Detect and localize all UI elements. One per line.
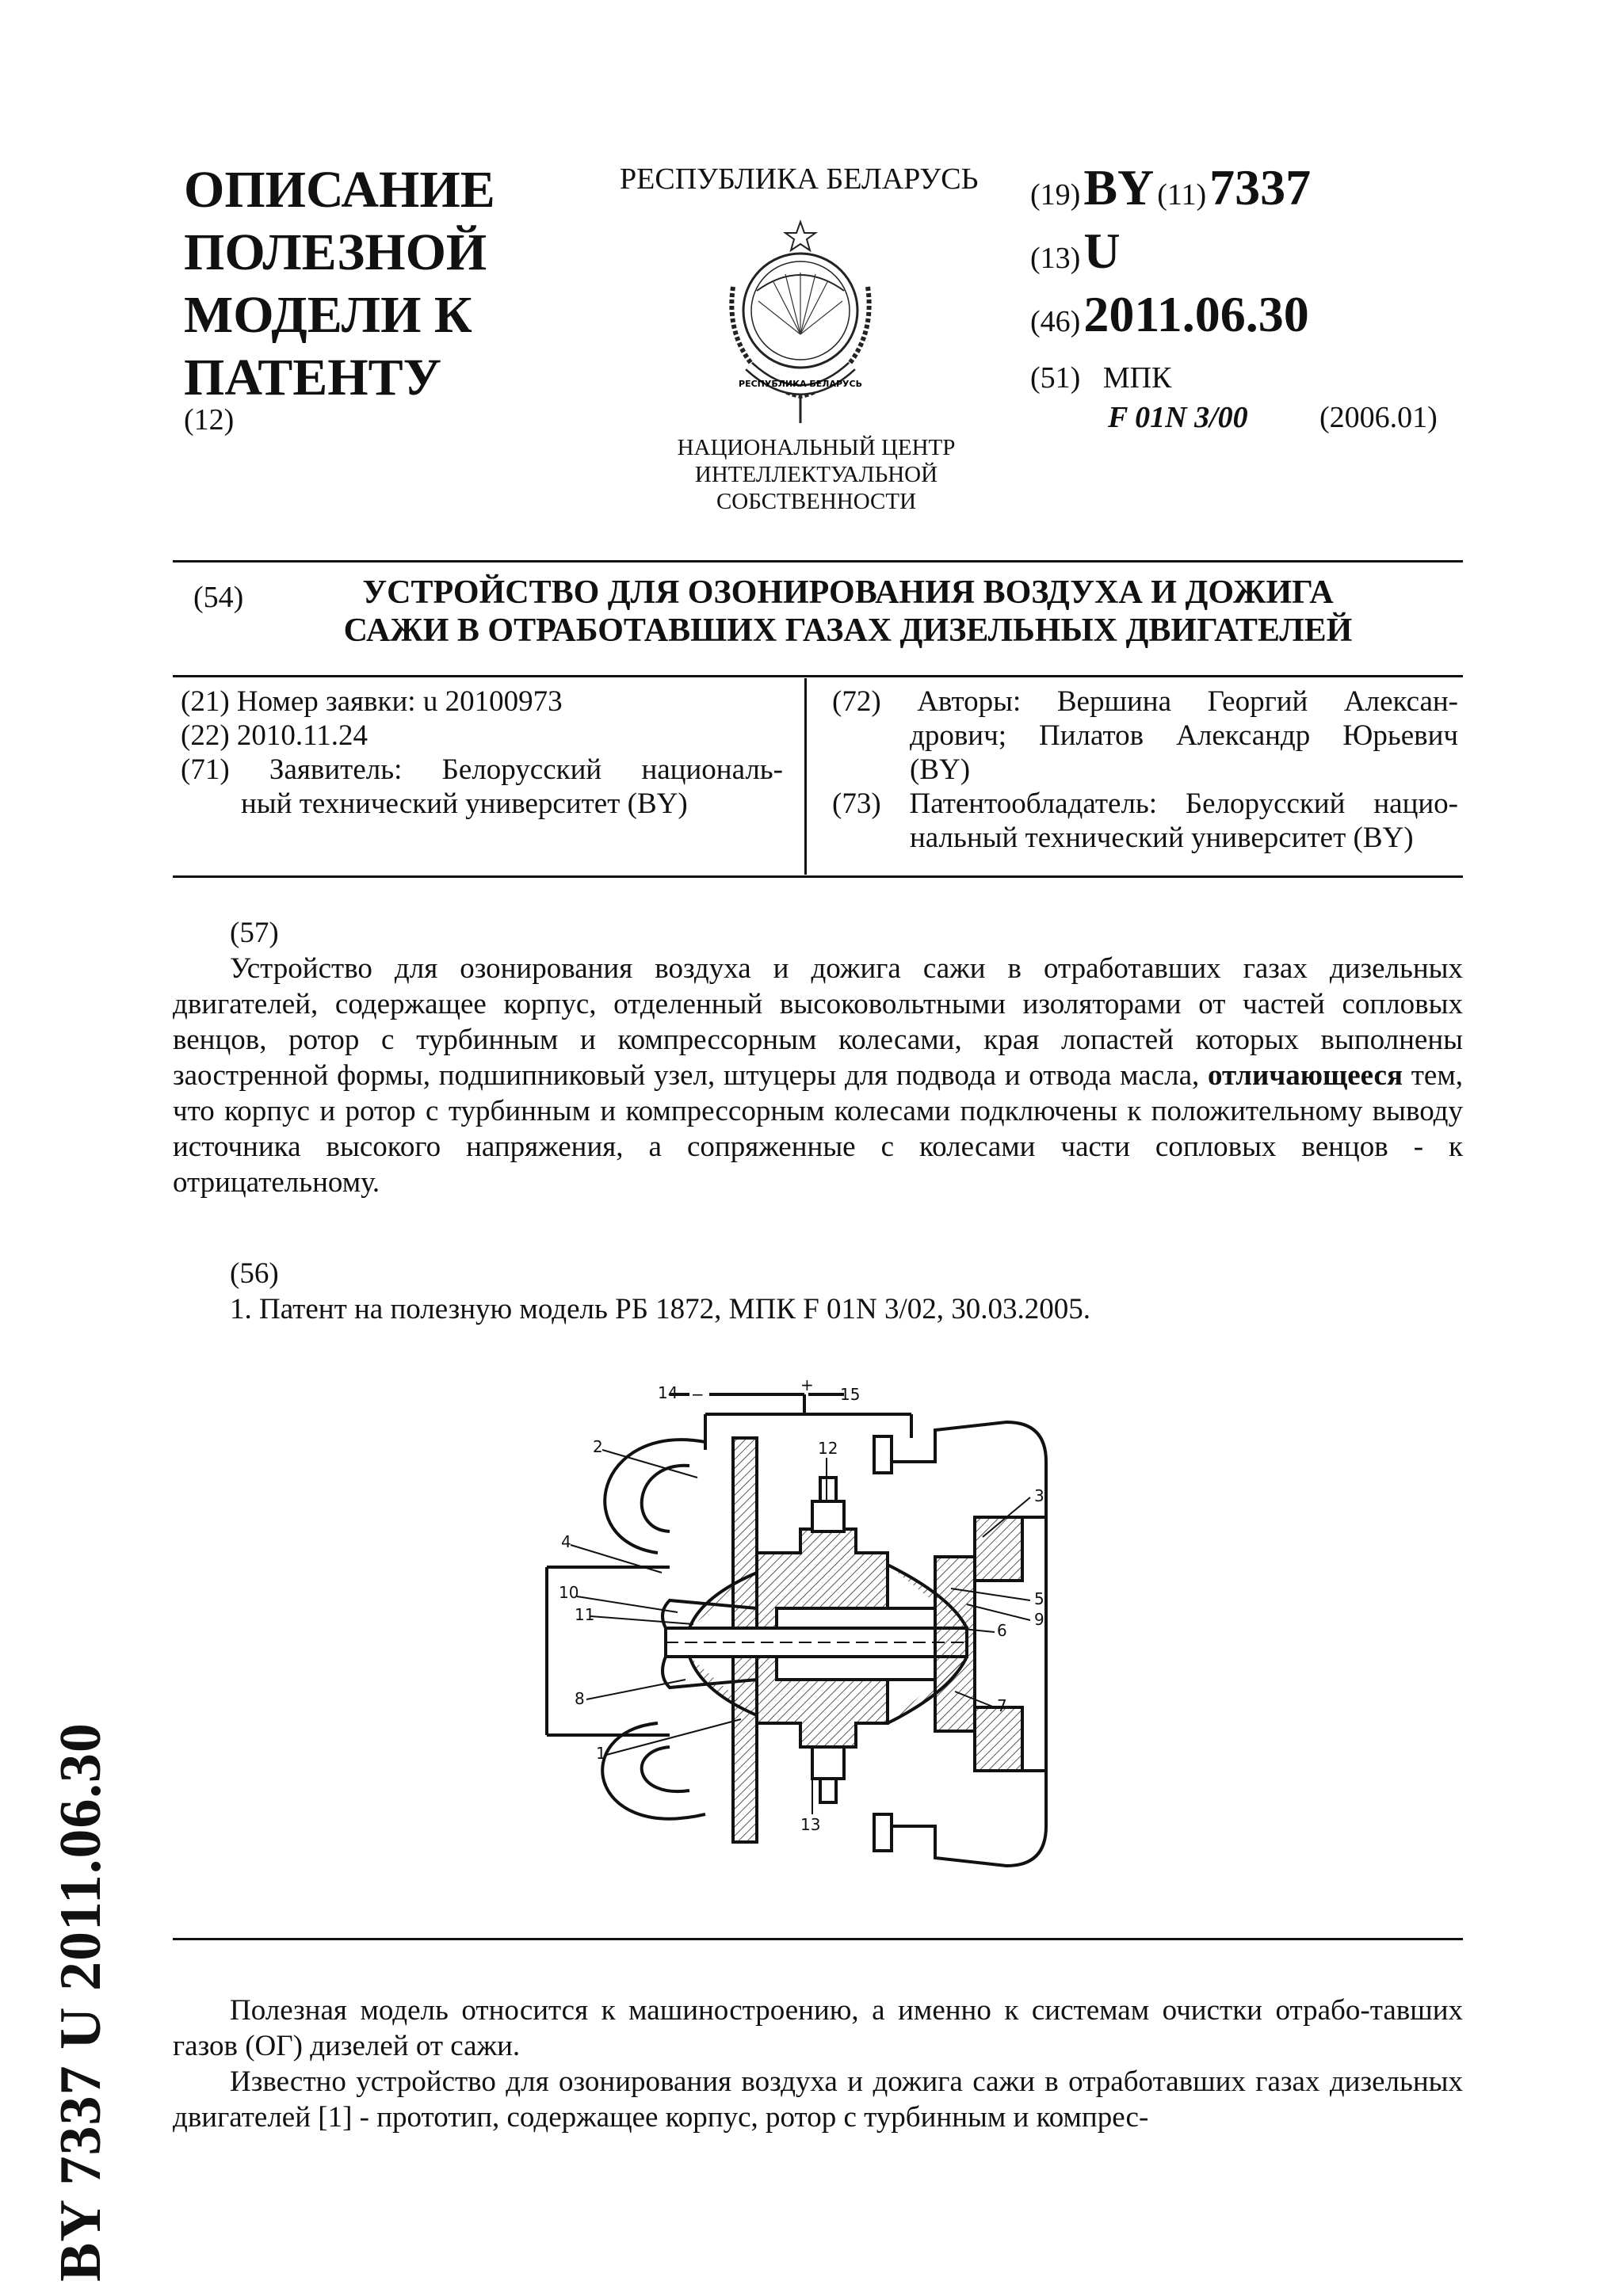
figure-label: 13 (800, 1815, 821, 1834)
divider (173, 875, 1463, 878)
column-divider (804, 678, 807, 875)
figure-label: 2 (593, 1437, 603, 1456)
invention-title-line: САЖИ В ОТРАБОТАВШИХ ГАЗАХ ДИЗЕЛЬНЫХ ДВИГАТЕЛЕЙ (343, 612, 1353, 649)
owner-line: (73) Патентообладатель: Белорусский нацио- (832, 788, 1458, 820)
claims-text-part: тем, что корпус и ротор с турбинным и компрессорным колесами подключены к положительному выводу источника высокого напряжения, а сопряженные с колесами части сопловых венцов - к отрицательному. (173, 1059, 1464, 1199)
applicant-line: (71) Заявитель: Белорусский националь- (181, 753, 783, 786)
country-code: BY (1083, 159, 1155, 215)
code-11: (11) (1157, 178, 1207, 212)
document-type-title (184, 158, 495, 409)
issuer-line: НАЦИОНАЛЬНЫЙ ЦЕНТР (677, 435, 956, 460)
code-13: (13) (1030, 242, 1081, 275)
authors-line: (BY) (910, 753, 971, 786)
biblio-left (181, 685, 783, 821)
figure-label: 7 (997, 1696, 1007, 1715)
description-paragraph: Полезная модель относится к машиностроению, а именно к системам очистки отрабо-тавших газов (ОГ) дизелей от сажи. (173, 1994, 1463, 2062)
mpk-line (1030, 360, 1171, 395)
code-19: (19) (1030, 178, 1081, 212)
claims-text-part: Устройство для озонирования воздуха и дожига сажи в отработавших газах дизельных двигателей, содержащее корпус, отделенный высоковольтными изоляторами от частей сопловых венцов, ротор с турбинным и компрессорным колесами, края лопастей которых выполнены заостренной формы, подшипниковый узел, штуцеры для подвода и отвода масла, (173, 952, 1463, 1092)
authors-line: дрович; Пилатов Александр Юрьевич (910, 719, 1458, 752)
figure-label: 8 (575, 1689, 585, 1708)
title-line: ПАТЕНТУ (184, 349, 442, 406)
figure-label: 11 (575, 1605, 595, 1624)
biblio-right (832, 685, 1458, 855)
code-54: (54) (193, 581, 244, 614)
title-line: ОПИСАНИЕ (184, 161, 495, 219)
title-line: ПОЛЕЗНОЙ (184, 223, 487, 281)
issuer-line: СОБСТВЕННОСТИ (716, 489, 917, 514)
side-stamp: BY 7337 U 2011.06.30 (48, 1722, 113, 2282)
claims-bold-word: отличающееся (1208, 1059, 1403, 1092)
figure-label: 10 (559, 1583, 579, 1602)
claims-section (173, 915, 1463, 1200)
mpk-version: (2006.01) (1319, 401, 1438, 434)
title-line: МОДЕЛИ К (184, 286, 472, 344)
divider (173, 675, 1463, 677)
figure-label: 6 (997, 1621, 1007, 1640)
references-section (173, 1256, 1463, 1327)
references-code: (56) (230, 1257, 279, 1290)
figure-sign: + (800, 1375, 814, 1394)
republic-label: РЕСПУБЛИКА БЕЛАРУСЬ (620, 162, 979, 196)
state-emblem-icon (709, 215, 892, 429)
claims-code: (57) (230, 917, 279, 949)
applicant-line: ный технический университет (BY) (241, 788, 688, 820)
code-12: (12) (184, 403, 235, 437)
divider (173, 560, 1463, 563)
description-section (173, 1993, 1463, 2135)
owner-line: нальный технический университет (BY) (910, 822, 1414, 854)
patent-codes (1030, 158, 1311, 349)
figure-sign: − (691, 1385, 705, 1404)
code-51: (51) (1030, 361, 1081, 395)
claims-text (173, 951, 1463, 1200)
figure-label: 15 (840, 1385, 861, 1404)
turbocharger-drawing (539, 1359, 1078, 1913)
authors-line: (72) Авторы: Вершина Георгий Алексан- (832, 685, 1458, 718)
issuer-block (626, 434, 1006, 515)
emblem-text: РЕСПУБЛИКА БЕЛАРУСЬ (739, 379, 862, 389)
code-46: (46) (1030, 305, 1081, 338)
issuer-line: ИНТЕЛЛЕКТУАЛЬНОЙ (694, 462, 938, 487)
mpk-class: F 01N 3/00 (1108, 401, 1248, 434)
divider (173, 1938, 1463, 1940)
figure-label: 14 (658, 1383, 678, 1402)
figure-label: 9 (1034, 1610, 1044, 1629)
kind-code: U (1083, 223, 1121, 279)
application-number: (21) Номер заявки: u 20100973 (181, 685, 563, 718)
filing-date: (22) 2010.11.24 (181, 719, 369, 752)
publication-date: 2011.06.30 (1083, 286, 1309, 342)
reference-item: 1. Патент на полезную модель РБ 1872, МПК F 01N 3/02, 30.03.2005. (230, 1293, 1091, 1325)
patent-number: 7337 (1209, 159, 1312, 215)
figure-label: 1 (596, 1744, 606, 1763)
mpk-label: МПК (1102, 361, 1172, 395)
figure-label: 4 (561, 1532, 571, 1551)
figure-label: 12 (818, 1439, 838, 1458)
figure-label: 3 (1034, 1486, 1044, 1505)
invention-title (269, 574, 1426, 650)
description-paragraph: Известно устройство для озонирования воздуха и дожига сажи в отработавших газах дизельных двигателей [1] - прототип, содержащее корпус, ротор с турбинным и компрес- (173, 2065, 1463, 2134)
invention-title-line: УСТРОЙСТВО ДЛЯ ОЗОНИРОВАНИЯ ВОЗДУХА И ДОЖИГА (362, 574, 1334, 611)
figure-label: 5 (1034, 1589, 1044, 1608)
